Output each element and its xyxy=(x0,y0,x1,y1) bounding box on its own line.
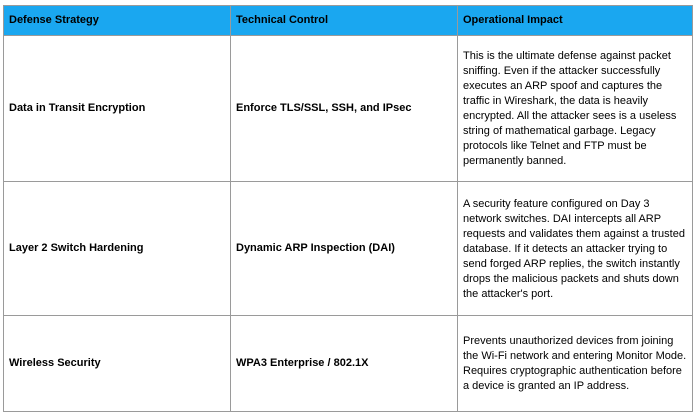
strategy-cell: Layer 2 Switch Hardening xyxy=(4,182,231,316)
table-row xyxy=(4,182,693,316)
control-cell: WPA3 Enterprise / 802.1X xyxy=(231,316,458,412)
table-row xyxy=(4,316,693,412)
defense-table-container xyxy=(3,5,693,412)
control-cell: Enforce TLS/SSL, SSH, and IPsec xyxy=(231,36,458,182)
defense-table xyxy=(3,5,693,412)
header-technical-control: Technical Control xyxy=(231,6,458,36)
impact-cell: A security feature configured on Day 3 network switches. DAI intercepts all ARP requests and validates them against a trusted database. If it detects an attacker trying to send forged ARP replies, the switch instantly drops the malicious packets and shuts down the attacker's port. xyxy=(458,182,693,316)
impact-cell: This is the ultimate defense against packet sniffing. Even if the attacker successfully executes an ARP spoof and captures the traffic in Wireshark, the data is heavily encrypted. All the attacker sees is a useless string of mathematical garbage. Legacy protocols like Telnet and FTP must be permanently banned. xyxy=(458,36,693,182)
strategy-cell: Wireless Security xyxy=(4,316,231,412)
header-row xyxy=(4,6,693,36)
header-defense-strategy: Defense Strategy xyxy=(4,6,231,36)
table-row xyxy=(4,36,693,182)
strategy-cell: Data in Transit Encryption xyxy=(4,36,231,182)
header-operational-impact: Operational Impact xyxy=(458,6,693,36)
control-cell: Dynamic ARP Inspection (DAI) xyxy=(231,182,458,316)
impact-cell: Prevents unauthorized devices from joining the Wi-Fi network and entering Monitor Mode. Requires cryptographic authentication before a device is granted an IP address. xyxy=(458,316,693,412)
